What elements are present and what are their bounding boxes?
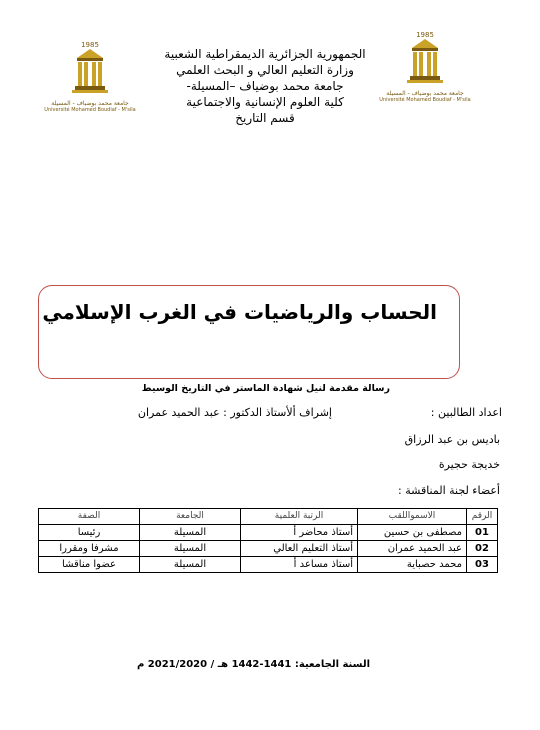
table-row xyxy=(39,541,498,557)
jury-label: أعضاء لجنة المناقشة : xyxy=(398,484,500,497)
header-rank: الرتبة العلمية xyxy=(241,509,358,525)
row-number: 02 xyxy=(467,541,498,557)
row-number: 03 xyxy=(467,557,498,573)
row-number: 01 xyxy=(467,525,498,541)
header-university: الجامعة xyxy=(140,509,241,525)
svg-text:1985: 1985 xyxy=(416,31,434,39)
member-role: عضوا مناقشا xyxy=(39,557,140,573)
institution-header xyxy=(150,46,380,126)
logo-caption-arabic: جامعة محمد بوضياف - المسيلة xyxy=(51,100,129,107)
thesis-title: الحساب والرياضيات في الغرب الإسلامي xyxy=(42,300,437,324)
member-university: المسيلة xyxy=(140,541,241,557)
title-box xyxy=(38,285,460,379)
table-row xyxy=(39,525,498,541)
svg-text:1985: 1985 xyxy=(81,41,99,49)
header-line-republic: الجمهورية الجزائرية الديمقراطية الشعبية xyxy=(164,47,366,61)
member-name: عبد الحميد عمران xyxy=(358,541,467,557)
member-role: مشرفا ومقررا xyxy=(39,541,140,557)
header-line-ministry: وزارة التعليم العالي و البحث العلمي xyxy=(176,63,354,77)
member-role: رئيسا xyxy=(39,525,140,541)
member-university: المسيلة xyxy=(140,525,241,541)
header-number: الرقم xyxy=(467,509,498,525)
member-rank: أستاذ التعليم العالي xyxy=(241,541,358,557)
member-rank: أستاذ مساعد أ xyxy=(241,557,358,573)
supervisor-line: إشراف ألأستاذ الدكتور : عبد الحميد عمران xyxy=(137,406,332,419)
header-line-department: قسم التاريخ xyxy=(235,111,295,125)
header-line-faculty: كلية العلوم الإنسانية والاجتماعية xyxy=(186,95,344,109)
university-emblem-icon xyxy=(35,38,145,100)
logo-caption-arabic: جامعة محمد بوضياف - المسيلة xyxy=(386,90,464,97)
header-name: الاسمواللقب xyxy=(358,509,467,525)
member-name: محمد حصباية xyxy=(358,557,467,573)
logo-caption-french: Université Mohamed Boudiaf - M'sila xyxy=(44,107,136,113)
jury-table-header xyxy=(39,509,498,525)
jury-table xyxy=(38,508,498,573)
university-logo-right xyxy=(370,28,480,108)
member-university: المسيلة xyxy=(140,557,241,573)
academic-year: السنة الجامعية: 1441-1442 هـ / 2021/2020 م xyxy=(136,659,370,670)
thesis-subtitle: رسالة مقدمة لنيل شهادة الماستر في التاريخ الوسيط xyxy=(141,383,390,394)
university-emblem-icon xyxy=(370,28,480,90)
header-line-university: جامعة محمد بوضياف –المسيلة- xyxy=(186,79,344,93)
header-role: الصفة xyxy=(39,509,140,525)
logo-caption-french: Université Mohamed Boudiaf - M'sila xyxy=(379,97,471,103)
student-name-2: خديجة حجيرة xyxy=(438,458,500,471)
student-name-1: باديس بن عبد الرزاق xyxy=(404,433,500,446)
table-row xyxy=(39,557,498,573)
member-rank: أستاذ محاضر أ xyxy=(241,525,358,541)
prepared-by-label: اعداد الطالبين : xyxy=(430,406,502,419)
university-logo-left xyxy=(35,38,145,118)
member-name: مصطفى بن حسين xyxy=(358,525,467,541)
